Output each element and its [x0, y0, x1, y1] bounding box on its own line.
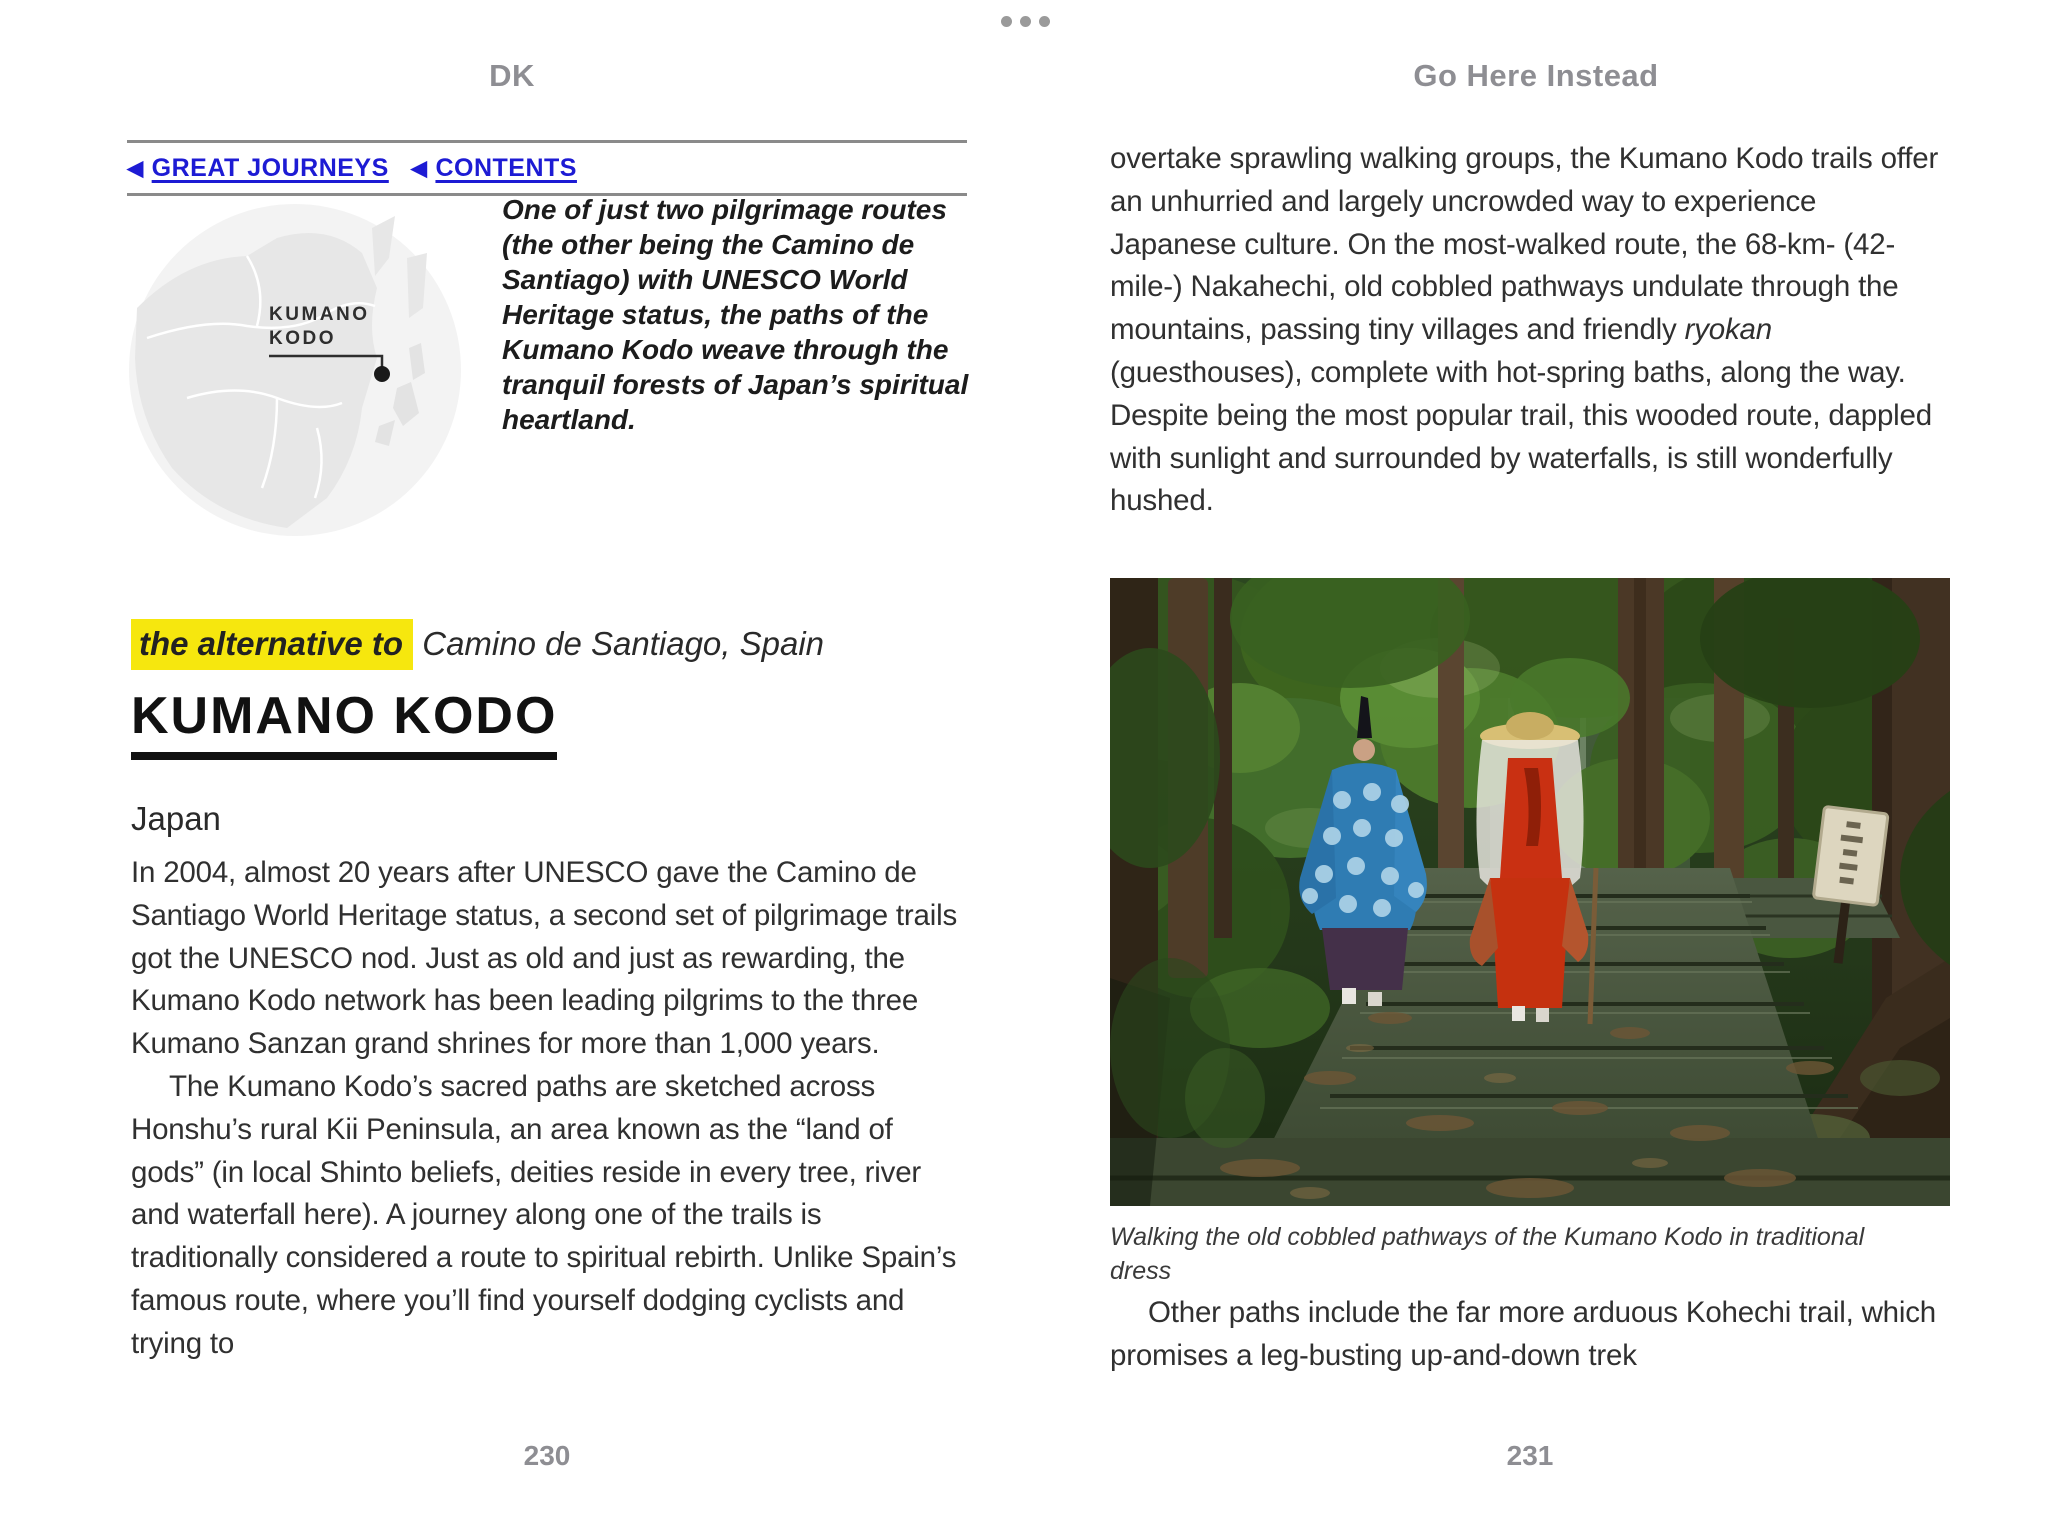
intro-blurb: One of just two pilgrimage routes (the other being the Camino de Santiago) with UNESCO World Heritage status, the paths of the Kumano Kodo weave through the tranquil forests of Japan’s spiritual heartland.	[502, 194, 969, 435]
left-body-text	[131, 852, 967, 1366]
paragraph: The Kumano Kodo’s sacred paths are sketched across Honshu’s rural Kii Peninsula, an area known as the “land of gods” (in local Shinto beliefs, deities reside in every tree, river and waterfall here). A journey along one of the trails is traditionally considered a route to spiritual rebirth. Unlike Spain’s famous route, where you’ll find yourself dodging cyclists and trying to	[131, 1069, 957, 1360]
breadcrumb-nav	[127, 140, 967, 196]
nav-link-label: CONTENTS	[435, 153, 577, 182]
back-arrow-icon: ◀	[410, 156, 428, 180]
map-label-line1: KUMANO	[269, 304, 370, 325]
map-location-dot	[374, 366, 390, 382]
page-number-left: 230	[523, 1440, 571, 1471]
photo-kumano-kodo-trail	[1110, 578, 1950, 1206]
photo-illustration	[1110, 578, 1950, 1206]
nav-link-contents[interactable]	[411, 154, 577, 183]
photo-caption: Walking the old cobbled pathways of the Kumano Kodo in traditional dress	[1110, 1223, 1865, 1285]
body-segment: overtake sprawling walking groups, the Kumano Kodo trails offer an unhurried and largely uncrowded way to experience Japanese culture. On the most-walked route, the 68-km- (42-mile-) Nakahechi, old cobbled pathways undulate through the mountains, passing tiny villages and friendly	[1110, 142, 1939, 347]
kicker-line	[131, 625, 824, 663]
paragraph: Other paths include the far more arduous Kohechi trail, which promises a leg-busting up-and-down trek	[1110, 1296, 1937, 1372]
right-body-text-2	[1110, 1292, 1950, 1378]
article-title: KUMANO KODO	[131, 690, 557, 760]
map-label-line2: KODO	[269, 328, 336, 349]
body-segment: (guesthouses), complete with hot-spring baths, along the way. Despite being the most popular trail, this wooded route, dappled with sunlight and surrounded by waterfalls, is still wonderfully hushed.	[1110, 355, 1932, 518]
right-page-column	[1110, 0, 1950, 1536]
nav-link-great-journeys[interactable]	[127, 154, 389, 183]
kicker-highlight: the alternative to	[131, 619, 413, 670]
paragraph: In 2004, almost 20 years after UNESCO gave the Camino de Santiago World Heritage status, a second set of pilgrimage trails got the UNESCO nod. Just as old and just as rewarding, the Kumano Kodo network has been leading pilgrims to the three Kumano Sanzan grand shrines for more than 1,000 years.	[131, 856, 957, 1061]
article-country: Japan	[131, 800, 221, 837]
body-italic-term: ryokan	[1684, 313, 1772, 347]
kicker-rest: Camino de Santiago, Spain	[413, 625, 825, 662]
paragraph	[1110, 138, 1950, 523]
nav-link-label: GREAT JOURNEYS	[151, 153, 389, 182]
page-number-right: 231	[1506, 1440, 1554, 1471]
location-globe-map	[127, 198, 463, 548]
right-body-text	[1110, 138, 1950, 523]
left-page-column	[127, 0, 967, 1536]
running-header-left: DK	[489, 58, 535, 93]
running-header-right: Go Here Instead	[1413, 58, 1659, 93]
back-arrow-icon: ◀	[127, 156, 144, 180]
